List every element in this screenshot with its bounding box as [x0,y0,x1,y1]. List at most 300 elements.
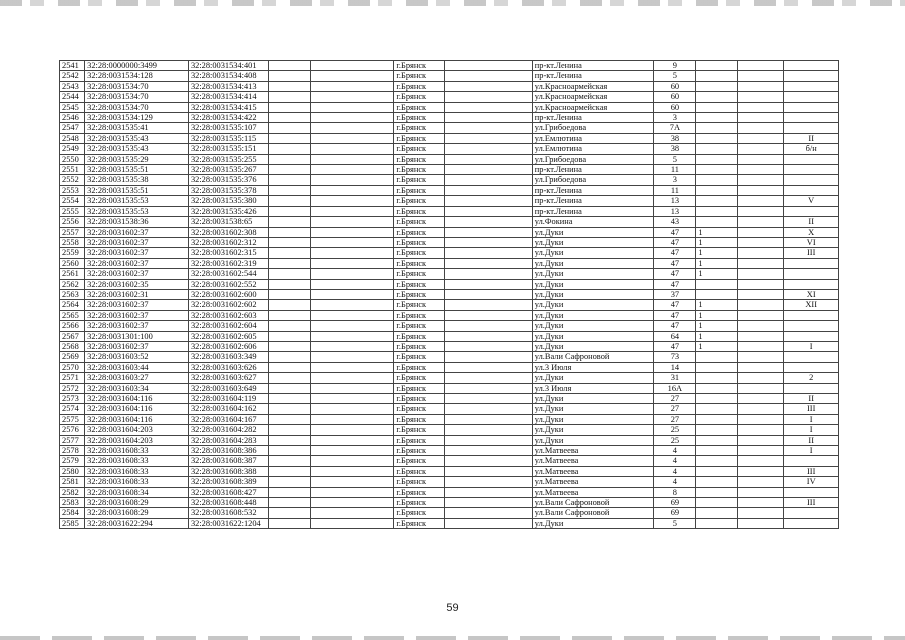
city-cell: г.Брянск [394,71,444,81]
object-cadastral-number-cell: 32:28:0031535:426 [188,206,268,216]
table-row [60,113,839,123]
cadastral-number-cell: 32:28:0031603:52 [85,352,189,362]
row-number-cell: 2566 [60,321,85,331]
empty-cell [738,362,784,372]
premises-number-cell [784,92,839,102]
empty-cell [738,206,784,216]
street-cell: пр-кт.Ленина [532,165,654,175]
house-number-cell: 47 [654,310,696,320]
building-cell [696,92,738,102]
empty-cell [444,487,532,497]
house-number-cell: 64 [654,331,696,341]
table-row [60,92,839,102]
scan-edge-top [0,0,905,6]
object-cadastral-number-cell: 32:28:0031602:308 [188,227,268,237]
empty-cell [444,435,532,445]
empty-cell [310,113,394,123]
empty-cell [444,196,532,206]
empty-cell [444,123,532,133]
empty-cell [444,362,532,372]
object-cadastral-number-cell: 32:28:0031622:1204 [188,518,268,528]
premises-number-cell [784,123,839,133]
street-cell: ул.Матвеева [532,477,654,487]
empty-cell [268,456,310,466]
premises-number-cell [784,310,839,320]
city-cell: г.Брянск [394,341,444,351]
empty-cell [738,123,784,133]
premises-number-cell [784,258,839,268]
premises-number-cell: X [784,227,839,237]
cadastral-number-cell: 32:28:0031535:43 [85,144,189,154]
house-number-cell: 3 [654,113,696,123]
row-number-cell: 2569 [60,352,85,362]
street-cell: ул.Дуки [532,394,654,404]
street-cell: ул.Дуки [532,227,654,237]
street-cell: ул.3 Июля [532,383,654,393]
empty-cell [738,487,784,497]
city-cell: г.Брянск [394,414,444,424]
street-cell: ул.Дуки [532,425,654,435]
premises-number-cell [784,185,839,195]
cadastral-number-cell: 32:28:0031602:37 [85,258,189,268]
empty-cell [268,237,310,247]
table-row [60,300,839,310]
object-cadastral-number-cell: 32:28:0031534:415 [188,102,268,112]
empty-cell [310,144,394,154]
empty-cell [310,300,394,310]
object-cadastral-number-cell: 32:28:0031534:408 [188,71,268,81]
table-row [60,217,839,227]
empty-cell [738,165,784,175]
empty-cell [310,71,394,81]
empty-cell [268,217,310,227]
cadastral-number-cell: 32:28:0031608:29 [85,498,189,508]
empty-cell [444,466,532,476]
object-cadastral-number-cell: 32:28:0031608:389 [188,477,268,487]
house-number-cell: 38 [654,144,696,154]
city-cell: г.Брянск [394,175,444,185]
empty-cell [268,133,310,143]
cadastral-number-cell: 32:28:0031535:53 [85,206,189,216]
street-cell: ул.Дуки [532,414,654,424]
object-cadastral-number-cell: 32:28:0031604:162 [188,404,268,414]
house-number-cell: 27 [654,404,696,414]
building-cell [696,279,738,289]
empty-cell [444,310,532,320]
empty-cell [444,81,532,91]
property-table [59,60,839,529]
empty-cell [444,71,532,81]
table-row [60,310,839,320]
page-number: 59 [446,602,459,614]
cadastral-number-cell: 32:28:0031622:294 [85,518,189,528]
empty-cell [268,113,310,123]
row-number-cell: 2558 [60,237,85,247]
table-row [60,133,839,143]
street-cell: ул.Дуки [532,279,654,289]
building-cell [696,362,738,372]
city-cell: г.Брянск [394,487,444,497]
premises-number-cell: V [784,196,839,206]
house-number-cell: 60 [654,102,696,112]
street-cell: ул.Вали Сафроновой [532,508,654,518]
empty-cell [444,341,532,351]
object-cadastral-number-cell: 32:28:0031535:380 [188,196,268,206]
empty-cell [738,425,784,435]
empty-cell [738,341,784,351]
row-number-cell: 2551 [60,165,85,175]
object-cadastral-number-cell: 32:28:0031535:267 [188,165,268,175]
premises-number-cell: I [784,341,839,351]
street-cell: ул.Дуки [532,404,654,414]
empty-cell [268,466,310,476]
object-cadastral-number-cell: 32:28:0031535:107 [188,123,268,133]
city-cell: г.Брянск [394,362,444,372]
empty-cell [310,196,394,206]
empty-cell [444,477,532,487]
city-cell: г.Брянск [394,185,444,195]
empty-cell [268,487,310,497]
row-number-cell: 2547 [60,123,85,133]
object-cadastral-number-cell: 32:28:0031602:602 [188,300,268,310]
table-row [60,196,839,206]
object-cadastral-number-cell: 32:28:0031603:349 [188,352,268,362]
empty-cell [268,331,310,341]
house-number-cell: 43 [654,217,696,227]
table-row [60,123,839,133]
house-number-cell: 47 [654,341,696,351]
cadastral-number-cell: 32:28:0031602:37 [85,237,189,247]
city-cell: г.Брянск [394,248,444,258]
table-row [60,289,839,299]
table-row [60,321,839,331]
cadastral-number-cell: 32:28:0031534:70 [85,81,189,91]
street-cell: пр-кт.Ленина [532,61,654,71]
object-cadastral-number-cell: 32:28:0031602:552 [188,279,268,289]
empty-cell [738,227,784,237]
row-number-cell: 2584 [60,508,85,518]
street-cell: ул.Красноармейская [532,81,654,91]
row-number-cell: 2542 [60,71,85,81]
street-cell: пр-кт.Ленина [532,113,654,123]
house-number-cell: 69 [654,498,696,508]
premises-number-cell: II [784,435,839,445]
empty-cell [310,102,394,112]
empty-cell [738,352,784,362]
object-cadastral-number-cell: 32:28:0031602:604 [188,321,268,331]
empty-cell [738,466,784,476]
cadastral-number-cell: 32:28:0031602:31 [85,289,189,299]
row-number-cell: 2546 [60,113,85,123]
empty-cell [738,394,784,404]
empty-cell [738,289,784,299]
empty-cell [268,175,310,185]
empty-cell [310,508,394,518]
empty-cell [310,185,394,195]
empty-cell [268,269,310,279]
building-cell [696,404,738,414]
table-row [60,331,839,341]
building-cell [696,425,738,435]
city-cell: г.Брянск [394,435,444,445]
street-cell: ул.Фокина [532,217,654,227]
empty-cell [310,227,394,237]
house-number-cell: 16А [654,383,696,393]
empty-cell [738,477,784,487]
street-cell: ул.Дуки [532,341,654,351]
city-cell: г.Брянск [394,289,444,299]
city-cell: г.Брянск [394,394,444,404]
empty-cell [268,144,310,154]
house-number-cell: 27 [654,414,696,424]
street-cell: ул.Дуки [532,310,654,320]
house-number-cell: 5 [654,71,696,81]
table-row [60,373,839,383]
empty-cell [310,414,394,424]
empty-cell [444,508,532,518]
empty-cell [738,113,784,123]
cadastral-number-cell: 32:28:0031604:203 [85,435,189,445]
empty-cell [444,61,532,71]
table-row [60,435,839,445]
street-cell: ул.Дуки [532,321,654,331]
house-number-cell: 25 [654,435,696,445]
object-cadastral-number-cell: 32:28:0031534:414 [188,92,268,102]
cadastral-number-cell: 32:28:0031603:34 [85,383,189,393]
cadastral-number-cell: 32:28:0031535:43 [85,133,189,143]
premises-number-cell: II [784,217,839,227]
object-cadastral-number-cell: 32:28:0031608:387 [188,456,268,466]
row-number-cell: 2557 [60,227,85,237]
empty-cell [444,102,532,112]
object-cadastral-number-cell: 32:28:0031602:312 [188,237,268,247]
cadastral-number-cell: 32:28:0031604:116 [85,404,189,414]
object-cadastral-number-cell: 32:28:0031604:167 [188,414,268,424]
row-number-cell: 2555 [60,206,85,216]
street-cell: ул.Дуки [532,331,654,341]
empty-cell [310,456,394,466]
empty-cell [268,165,310,175]
empty-cell [310,269,394,279]
cadastral-number-cell: 32:28:0031534:70 [85,92,189,102]
table-row [60,456,839,466]
house-number-cell: 11 [654,165,696,175]
empty-cell [268,300,310,310]
street-cell: ул.Емлютина [532,133,654,143]
empty-cell [444,352,532,362]
premises-number-cell: б/н [784,144,839,154]
object-cadastral-number-cell: 32:28:0031602:600 [188,289,268,299]
building-cell [696,113,738,123]
cadastral-number-cell: 32:28:0031535:41 [85,123,189,133]
empty-cell [738,383,784,393]
empty-cell [310,394,394,404]
object-cadastral-number-cell: 32:28:0031538:65 [188,217,268,227]
object-cadastral-number-cell: 32:28:0031602:603 [188,310,268,320]
city-cell: г.Брянск [394,331,444,341]
empty-cell [444,217,532,227]
empty-cell [738,435,784,445]
empty-cell [738,81,784,91]
cadastral-number-cell: 32:28:0031535:38 [85,175,189,185]
empty-cell [738,456,784,466]
city-cell: г.Брянск [394,498,444,508]
row-number-cell: 2544 [60,92,85,102]
empty-cell [738,154,784,164]
house-number-cell: 47 [654,269,696,279]
empty-cell [444,498,532,508]
empty-cell [444,404,532,414]
premises-number-cell [784,383,839,393]
house-number-cell: 37 [654,289,696,299]
street-cell: ул.Грибоедова [532,123,654,133]
building-cell [696,102,738,112]
cadastral-number-cell: 32:28:0031603:27 [85,373,189,383]
object-cadastral-number-cell: 32:28:0031535:151 [188,144,268,154]
empty-cell [268,279,310,289]
empty-cell [268,102,310,112]
building-cell [696,71,738,81]
row-number-cell: 2564 [60,300,85,310]
premises-number-cell: XI [784,289,839,299]
empty-cell [268,81,310,91]
house-number-cell: 13 [654,206,696,216]
object-cadastral-number-cell: 32:28:0031535:378 [188,185,268,195]
empty-cell [444,383,532,393]
cadastral-number-cell: 32:28:0031535:51 [85,165,189,175]
table-row [60,175,839,185]
table-row [60,394,839,404]
city-cell: г.Брянск [394,321,444,331]
premises-number-cell [784,487,839,497]
empty-cell [738,196,784,206]
row-number-cell: 2581 [60,477,85,487]
empty-cell [444,300,532,310]
premises-number-cell [784,269,839,279]
premises-number-cell: I [784,446,839,456]
house-number-cell: 60 [654,81,696,91]
empty-cell [310,487,394,497]
empty-cell [738,518,784,528]
empty-cell [738,446,784,456]
empty-cell [310,446,394,456]
table-row [60,508,839,518]
table-row [60,154,839,164]
empty-cell [444,113,532,123]
house-number-cell: 47 [654,279,696,289]
scan-edge-bottom [0,636,905,640]
object-cadastral-number-cell: 32:28:0031535:115 [188,133,268,143]
cadastral-number-cell: 32:28:0031535:53 [85,196,189,206]
premises-number-cell: II [784,394,839,404]
cadastral-number-cell: 32:28:0031301:100 [85,331,189,341]
cadastral-number-cell: 32:28:0031534:128 [85,71,189,81]
house-number-cell: 4 [654,446,696,456]
empty-cell [310,466,394,476]
object-cadastral-number-cell: 32:28:0031603:626 [188,362,268,372]
house-number-cell: 47 [654,258,696,268]
premises-number-cell: III [784,248,839,258]
building-cell: 1 [696,331,738,341]
house-number-cell: 14 [654,362,696,372]
building-cell: 1 [696,300,738,310]
empty-cell [310,362,394,372]
row-number-cell: 2549 [60,144,85,154]
empty-cell [738,185,784,195]
street-cell: пр-кт.Ленина [532,71,654,81]
empty-cell [738,269,784,279]
house-number-cell: 13 [654,196,696,206]
building-cell [696,154,738,164]
empty-cell [444,175,532,185]
premises-number-cell [784,352,839,362]
empty-cell [310,133,394,143]
premises-number-cell: XII [784,300,839,310]
building-cell [696,446,738,456]
city-cell: г.Брянск [394,518,444,528]
table-row [60,414,839,424]
empty-cell [444,154,532,164]
house-number-cell: 11 [654,185,696,195]
empty-cell [738,92,784,102]
empty-cell [268,394,310,404]
premises-number-cell [784,71,839,81]
row-number-cell: 2556 [60,217,85,227]
empty-cell [268,341,310,351]
object-cadastral-number-cell: 32:28:0031603:649 [188,383,268,393]
cadastral-number-cell: 32:28:0031602:37 [85,310,189,320]
empty-cell [444,373,532,383]
building-cell [696,518,738,528]
empty-cell [444,425,532,435]
premises-number-cell: 2 [784,373,839,383]
empty-cell [268,185,310,195]
premises-number-cell [784,154,839,164]
empty-cell [444,248,532,258]
house-number-cell: 47 [654,248,696,258]
empty-cell [310,175,394,185]
empty-cell [444,414,532,424]
empty-cell [738,71,784,81]
street-cell: ул.Дуки [532,289,654,299]
object-cadastral-number-cell: 32:28:0031602:315 [188,248,268,258]
empty-cell [310,61,394,71]
city-cell: г.Брянск [394,102,444,112]
object-cadastral-number-cell: 32:28:0031608:427 [188,487,268,497]
street-cell: ул.Дуки [532,258,654,268]
house-number-cell: 73 [654,352,696,362]
row-number-cell: 2580 [60,466,85,476]
city-cell: г.Брянск [394,466,444,476]
city-cell: г.Брянск [394,92,444,102]
object-cadastral-number-cell: 32:28:0031608:386 [188,446,268,456]
empty-cell [310,425,394,435]
premises-number-cell [784,508,839,518]
empty-cell [268,435,310,445]
row-number-cell: 2568 [60,341,85,351]
row-number-cell: 2583 [60,498,85,508]
empty-cell [738,133,784,143]
empty-cell [444,518,532,528]
empty-cell [444,165,532,175]
building-cell [696,81,738,91]
premises-number-cell [784,113,839,123]
empty-cell [444,92,532,102]
building-cell: 1 [696,237,738,247]
empty-cell [444,185,532,195]
empty-cell [444,289,532,299]
house-number-cell: 4 [654,456,696,466]
